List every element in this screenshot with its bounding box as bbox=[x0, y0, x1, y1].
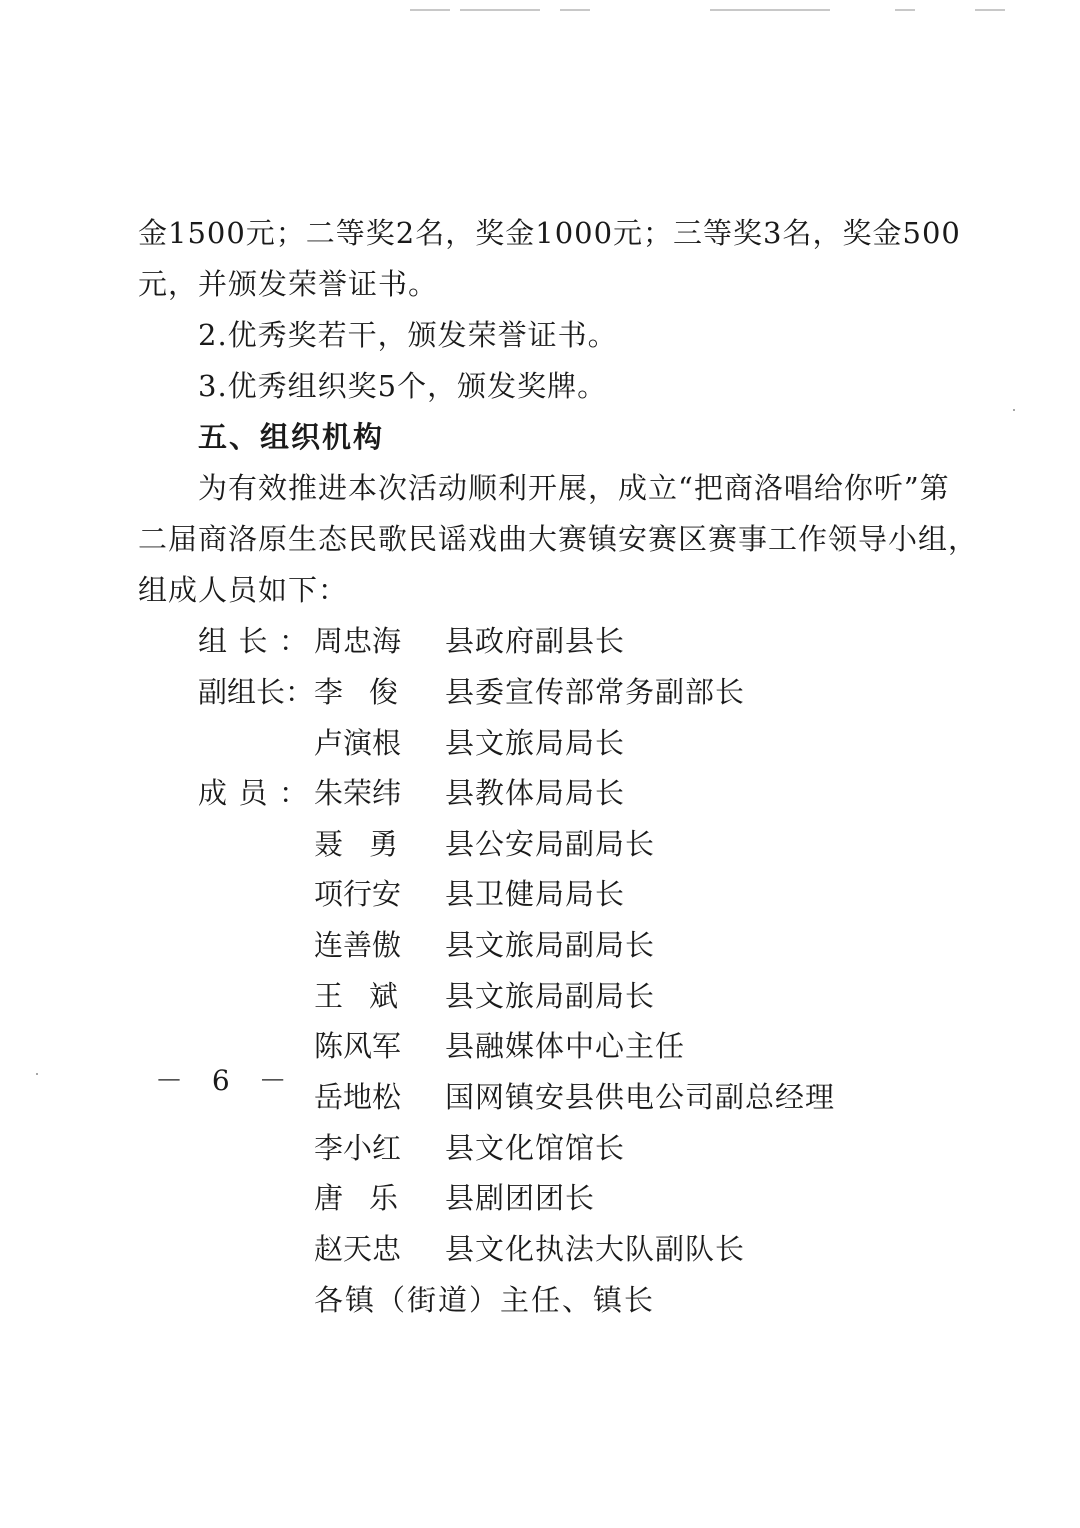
member-title: 县公安局副局长 bbox=[445, 827, 656, 861]
member-name: 李俊 bbox=[314, 675, 398, 709]
member-name: 王斌 bbox=[314, 979, 398, 1013]
section-heading: 五、组织机构 bbox=[198, 420, 385, 454]
member-name: 项行安 bbox=[314, 877, 402, 911]
member-title: 县政府副县长 bbox=[445, 624, 626, 658]
scan-speck bbox=[1013, 409, 1015, 411]
closing-member: 各镇（街道）主任、镇长 bbox=[314, 1283, 656, 1317]
member-title: 县文化馆馆长 bbox=[445, 1131, 626, 1165]
member-name: 唐乐 bbox=[314, 1181, 398, 1215]
member-name: 岳地松 bbox=[314, 1080, 402, 1114]
member-name: 赵天忠 bbox=[314, 1232, 402, 1266]
member-title: 县融媒体中心主任 bbox=[445, 1029, 686, 1063]
member-name: 陈风军 bbox=[314, 1029, 402, 1063]
intro-line-3: 组成人员如下： bbox=[138, 573, 349, 607]
item-3: 3.优秀组织奖5个，颁发奖牌。 bbox=[198, 369, 608, 403]
member-name: 连善傲 bbox=[314, 928, 402, 962]
prize-line-1: 金1500元；二等奖2名，奖金1000元；三等奖3名，奖金500 bbox=[138, 216, 961, 250]
page-number: － 6 － bbox=[155, 1064, 297, 1097]
member-title: 县委宣传部常务副部长 bbox=[445, 675, 746, 709]
member-title: 县教体局局长 bbox=[445, 776, 626, 810]
member-name: 周忠海 bbox=[314, 624, 402, 658]
prize-line-2: 元，并颁发荣誉证书。 bbox=[138, 267, 439, 301]
member-title: 县文旅局副局长 bbox=[445, 979, 656, 1013]
item-2: 2.优秀奖若干，颁发荣誉证书。 bbox=[198, 318, 618, 352]
role-members: 成员： bbox=[198, 776, 308, 810]
member-name: 卢演根 bbox=[314, 726, 402, 760]
member-title: 县剧团团长 bbox=[445, 1181, 596, 1215]
member-title: 国网镇安县供电公司副总经理 bbox=[445, 1080, 836, 1114]
member-name: 朱荣纬 bbox=[314, 776, 402, 810]
role-deputy: 副组长： bbox=[198, 675, 315, 709]
intro-line-2: 二届商洛原生态民歌民谣戏曲大赛镇安赛区赛事工作领导小组， bbox=[138, 522, 979, 556]
member-title: 县文旅局局长 bbox=[445, 726, 626, 760]
scan-artifact-top bbox=[400, 6, 1020, 14]
scan-speck bbox=[36, 1073, 38, 1075]
member-name: 李小红 bbox=[314, 1131, 402, 1165]
member-title: 县文旅局副局长 bbox=[445, 928, 656, 962]
member-title: 县文化执法大队副队长 bbox=[445, 1232, 746, 1266]
role-leader: 组长： bbox=[198, 624, 308, 658]
member-title: 县卫健局局长 bbox=[445, 877, 626, 911]
intro-line-1: 为有效推进本次活动顺利开展，成立“把商洛唱给你听”第 bbox=[198, 471, 950, 505]
member-name: 聂勇 bbox=[314, 827, 398, 861]
